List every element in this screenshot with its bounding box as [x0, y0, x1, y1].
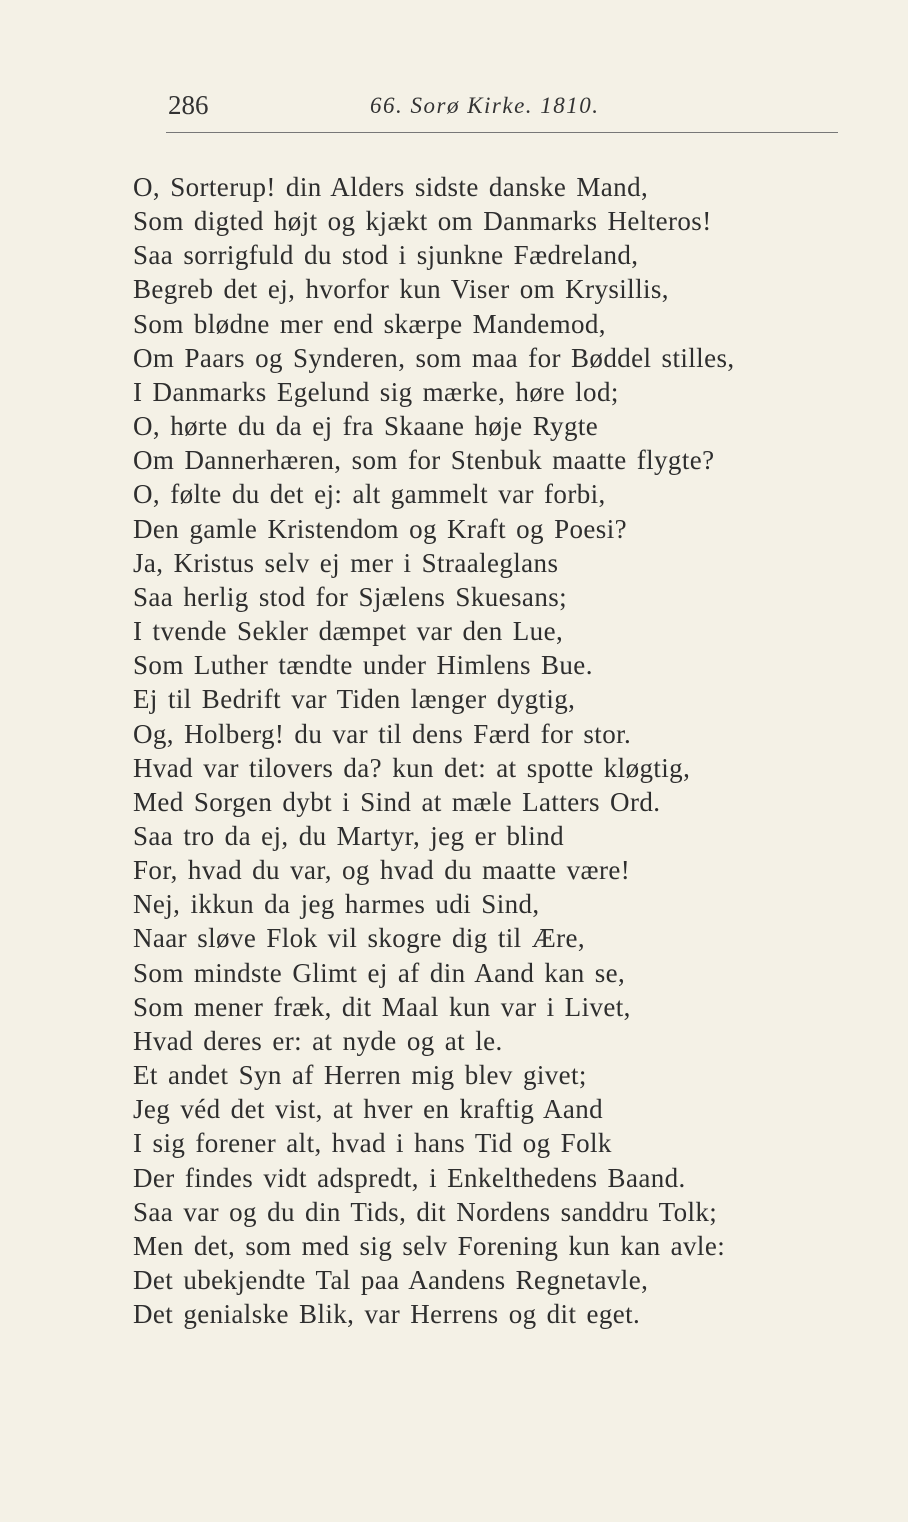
poem-line: Der findes vidt adspredt, i Enkelthedens Baand. — [133, 1162, 686, 1193]
poem-line: Som digted højt og kjækt om Danmarks Helteros! — [133, 206, 712, 237]
page-number: 286 — [168, 90, 209, 120]
poem-line: Som mener fræk, dit Maal kun var i Livet, — [133, 991, 631, 1022]
poem-line: Saa var og du din Tids, dit Nordens sanddru Tolk; — [133, 1196, 718, 1227]
poem-line: Men det, som med sig selv Forening kun kan avle: — [133, 1230, 726, 1261]
poem-line: Saa herlig stod for Sjælens Skuesans; — [133, 581, 568, 612]
poem-line: Om Paars og Synderen, som maa for Bøddel stilles, — [133, 342, 735, 373]
poem-line: I Danmarks Egelund sig mærke, høre lod; — [133, 376, 619, 407]
poem-line: Det ubekjendte Tal paa Aandens Regnetavle, — [133, 1265, 649, 1295]
poem-line: Om Dannerhæren, som for Stenbuk maatte flygte? — [133, 445, 715, 476]
poem-line: Begreb det ej, hvorfor kun Viser om Krysillis, — [133, 274, 669, 305]
poem-line: O, følte du det ej: alt gammelt var forbi, — [133, 479, 606, 510]
poem-line: Som blødne mer end skærpe Mandemod, — [133, 308, 606, 339]
poem-line: Et andet Syn af Herren mig blev givet; — [133, 1060, 587, 1091]
poem-line: Jeg véd det vist, at hver en kraftig Aand — [133, 1094, 604, 1125]
poem-line: Hvad deres er: at nyde og at le. — [133, 1025, 503, 1056]
poem-line: Nej, ikkun da jeg harmes udi Sind, — [133, 889, 540, 920]
poem-line: Saa sorrigfuld du stod i sjunkne Fædreland, — [133, 240, 639, 271]
poem-line: I sig forener alt, hvad i hans Tid og Folk — [133, 1128, 612, 1159]
poem-line: I tvende Sekler dæmpet var den Lue, — [133, 616, 564, 647]
poem-line: Hvad var tilovers da? kun det: at spotte kløgtig, — [133, 752, 691, 783]
poem-line: Som Luther tændte under Himlens Bue. — [133, 650, 593, 681]
poem-body — [133, 170, 853, 1331]
poem-line: Ja, Kristus selv ej mer i Straaleglans — [133, 547, 559, 578]
poem-line: Saa tro da ej, du Martyr, jeg er blind — [133, 820, 565, 851]
poem-line: Naar sløve Flok vil skogre dig til Ære, — [133, 923, 586, 954]
poem-line: For, hvad du var, og hvad du maatte være! — [133, 855, 631, 886]
running-head: 66. Sorø Kirke. 1810. — [370, 93, 600, 118]
poem-line: Ej til Bedrift var Tiden længer dygtig, — [133, 684, 576, 715]
poem-line: O, hørte du da ej fra Skaane høje Rygte — [133, 411, 599, 442]
poem-line: Det genialske Blik, var Herrens og dit eget. — [133, 1299, 641, 1330]
poem-line: Og, Holberg! du var til dens Færd for stor. — [133, 718, 632, 749]
poem-line: O, Sorterup! din Alders sidste danske Mand, — [133, 172, 649, 202]
poem-line: Den gamle Kristendom og Kraft og Poesi? — [133, 513, 627, 544]
page-header — [168, 90, 838, 130]
poem-line: Med Sorgen dybt i Sind at mæle Latters Ord. — [133, 786, 661, 817]
poem-line: Som mindste Glimt ej af din Aand kan se, — [133, 957, 626, 988]
header-rule — [166, 132, 838, 133]
